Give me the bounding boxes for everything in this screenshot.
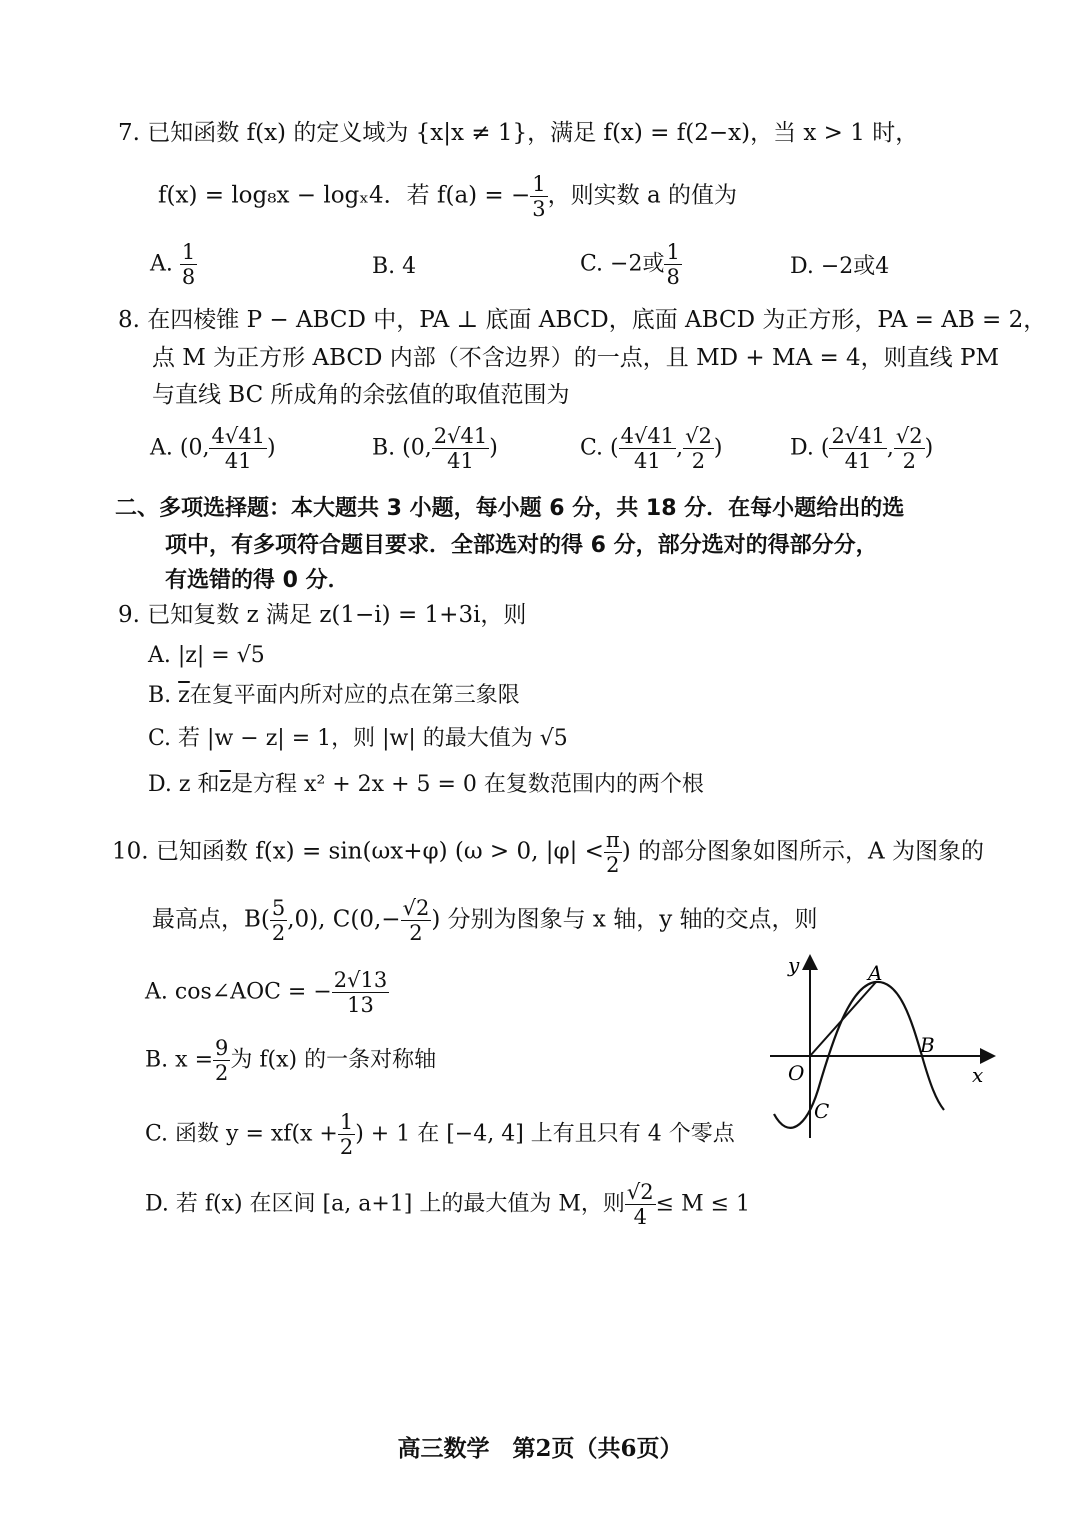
q10-option-a [145,968,389,1017]
q7-option-d-label: D. [790,254,814,279]
q7-option-c-frac [664,240,681,289]
q10-line2-den2: 2 [409,921,423,945]
q9-option-a [148,641,265,671]
q8-option-c-num2: √2 [685,424,712,448]
q7-option-b-text: 4 [402,254,417,279]
q10-option-a-den: 13 [347,993,374,1017]
q8-line3 [152,380,570,410]
sine-curve [774,982,944,1128]
q10-line2-frac1 [270,896,287,945]
q10-option-b [145,1036,436,1085]
q10-line2-post: ) 分别为图象与 x 轴，y 轴的交点，则 [431,906,818,933]
q9-option-b-label: B. [148,683,172,708]
q9-option-d [148,770,704,800]
q7-frac-den: 3 [532,197,546,221]
q10-line2-frac2 [401,896,432,945]
q8-option-b-num: 2√41 [433,424,488,448]
q9-stem-text: 已知复数 z 满足 z(1−i) = 1+3i，则 [147,602,527,628]
page-footer: 高三数学 第2页（共6页） [397,1435,683,1462]
section2-line1: 二、多项选择题：本大题共 3 小题，每小题 6 分，共 18 分．在每小题给出的选 [115,496,905,521]
q10-option-c-frac [338,1110,355,1159]
q7-stem-line2-pre: f(x) = log₈x − logₓ4．若 f(a) = − [158,182,531,209]
q9-option-d-pre: z 和 [178,772,220,797]
q10-option-c-den: 2 [339,1135,354,1159]
q10-option-d-num: √2 [626,1180,654,1204]
q10-option-c-label: C. [145,1121,169,1147]
q7-option-c-pre: −2或 [610,251,665,277]
q7-option-c-num: 1 [666,240,680,264]
q9-option-c [148,724,568,754]
q7-stem-line1: 已知函数 f(x) 的定义域为 {x|x ≠ 1}，满足 f(x) = f(2−x)，当 x > 1 时， [147,120,919,146]
q7-option-c-label: C. [580,251,604,277]
segment-oa [810,982,876,1056]
q8-line1 [118,305,1046,335]
q10-option-d-pre: 若 f(x) 在区间 [a, a+1] 上的最大值为 M，则 [175,1191,625,1217]
q8-option-b-frac [432,424,489,473]
q8-option-c-den1: 41 [633,449,661,473]
q10-option-c-pre: 函数 y = xf(x + [175,1121,338,1147]
q9-option-d-label: D. [148,772,172,797]
fig-label-c: C [814,1099,830,1123]
q8-number: 8. [118,307,140,333]
q8-option-a-post: ) [266,435,276,461]
q7-option-a-label: A. [150,251,173,277]
q7-option-c-den: 8 [666,265,680,289]
q10-option-d-den: 4 [633,1205,647,1229]
q10-line2-num2: √2 [402,896,430,920]
q10-option-c [145,1110,735,1159]
q9-option-b [148,681,520,711]
q10-option-b-label: B. [145,1047,169,1073]
q8-option-d-frac1 [829,424,886,473]
q10-option-d-post: ≤ M ≤ 1 [655,1191,751,1217]
q8-option-c-num1: 4√41 [620,424,675,448]
q9-number: 9. [118,602,140,628]
section2-line2: 项中，有多项符合题目要求．全部选对的得 6 分，部分选对的得部分分， [165,533,878,558]
fig-label-a: A [868,961,883,985]
q10-option-c-num: 1 [339,1110,354,1134]
q10-line2-pre: 最高点，B( [152,906,270,933]
q10-line2-num1: 5 [271,896,286,920]
q7-option-a-frac [180,240,197,289]
q10-line2-mid: ,0), C(0,− [287,906,401,933]
q10-option-a-frac [332,968,389,1017]
q9-option-b-text: 在复平面内所对应的点在第三象限 [189,683,520,708]
q10-line1 [112,828,984,877]
q8-stem-line2: 点 M 为正方形 ABCD 内部（不含边界）的一点，且 MD + MA = 4，则直线 PM [152,345,999,371]
q7-option-a [150,240,197,289]
q8-option-d-num2: √2 [895,424,923,448]
q8-option-c-frac1 [619,424,676,473]
q10-option-a-pre: cos∠AOC = − [174,979,332,1005]
q7-line1 [118,118,918,148]
q8-option-a-frac [209,424,266,473]
q8-stem-line1: 在四棱锥 P − ABCD 中，PA ⊥ 底面 ABCD，底面 ABCD 为正方形，PA = AB = 2， [147,307,1047,333]
q10-option-a-num: 2√13 [333,968,388,992]
q10-line1-frac [604,828,622,877]
q9-option-b-zbar: $\overline{z}$ [178,683,190,708]
fig-label-b: B [920,1033,935,1057]
q8-option-b [372,424,498,473]
q8-option-a [150,424,276,473]
q8-option-c-label: C. [580,435,604,461]
q7-frac-num: 1 [532,172,546,196]
q9-stem [118,600,526,630]
q10-option-b-pre: x = [175,1047,214,1073]
section2-line3: 有选错的得 0 分． [165,568,350,593]
q8-option-b-den: 41 [447,449,474,473]
q8-option-d-num1: 2√41 [831,424,885,448]
q8-option-d-den1: 41 [844,449,872,473]
q7-stem-line2-post: ，则实数 a 的值为 [547,182,738,209]
q8-option-c-den2: 2 [691,449,706,473]
q7-option-b-label: B. [372,254,396,279]
q10-line1-num: π [605,828,620,852]
q9-option-c-label: C. [148,726,172,751]
q8-option-c: C. ( $\frac{4√41}{41}$ , $\frac{√2}{2}$ ) [580,424,723,473]
q7-fraction [530,172,547,221]
q8-option-d: D. ( $\frac{2√41}{41}$ , $\frac{√2}{2}$ ) [790,424,934,473]
q10-line2-den1: 2 [271,921,286,945]
q9-option-c-text: 若 |w − z| = 1，则 |w| 的最大值为 √5 [178,726,568,751]
q8-option-c-frac2 [683,424,714,473]
q10-line1-post: ) 的部分图象如图所示，A 为图象的 [621,838,984,865]
q8-option-d-frac2 [894,424,925,473]
q8-option-d-label: D. [790,435,814,461]
q8-option-d-den2: 2 [902,449,916,473]
q8-option-a-num: 4√41 [211,424,265,448]
q8-stem-line3: 与直线 BC 所成角的余弦值的取值范围为 [152,382,570,408]
q8-option-a-pre: (0, [179,435,210,461]
q10-option-b-den: 2 [215,1061,229,1085]
q7-option-d-text: −2或4 [820,254,890,279]
q7-option-a-num: 1 [181,240,196,264]
q9-option-d-text: 是方程 x² + 2x + 5 = 0 在复数范围内的两个根 [231,772,704,797]
q10-option-b-frac [213,1036,230,1085]
fig-label-x: x [972,1063,984,1087]
q7-option-d [790,252,889,282]
q7-option-a-den: 8 [181,265,196,289]
q7-number: 7. [118,120,140,146]
q10-number: 10. [112,838,149,865]
q10-sine-graph [766,950,1006,1150]
q9-option-a-label: A. [148,643,171,668]
q10-option-d-frac [625,1180,656,1229]
q10-option-b-post: 为 f(x) 的一条对称轴 [230,1047,437,1073]
q10-option-b-num: 9 [215,1036,229,1060]
fig-label-y: y [788,953,800,977]
q10-option-d [145,1180,750,1229]
q7-option-b [372,252,416,282]
q8-option-b-pre: (0, [402,435,432,461]
q10-option-d-label: D. [145,1191,169,1217]
q8-line2 [152,343,999,373]
q7-line2 [158,172,737,221]
q8-option-b-label: B. [372,435,396,461]
q7-option-c [580,240,682,289]
q8-option-b-post: ) [489,435,498,461]
q10-line1-pre: 已知函数 f(x) = sin(ωx+φ) (ω > 0, |φ| < [155,838,604,865]
fig-label-o: O [788,1061,805,1085]
q8-option-a-label: A. [150,435,173,461]
q9-option-d-zbar: $\overline{z}$ [219,772,232,797]
q10-line2 [152,896,818,945]
q10-line1-den: 2 [606,853,620,877]
q8-option-a-den: 41 [224,449,252,473]
q10-option-a-label: A. [145,979,168,1005]
q9-option-a-text: |z| = √5 [177,643,265,668]
q10-option-c-post: ) + 1 在 [−4, 4] 上有且只有 4 个零点 [355,1121,735,1147]
